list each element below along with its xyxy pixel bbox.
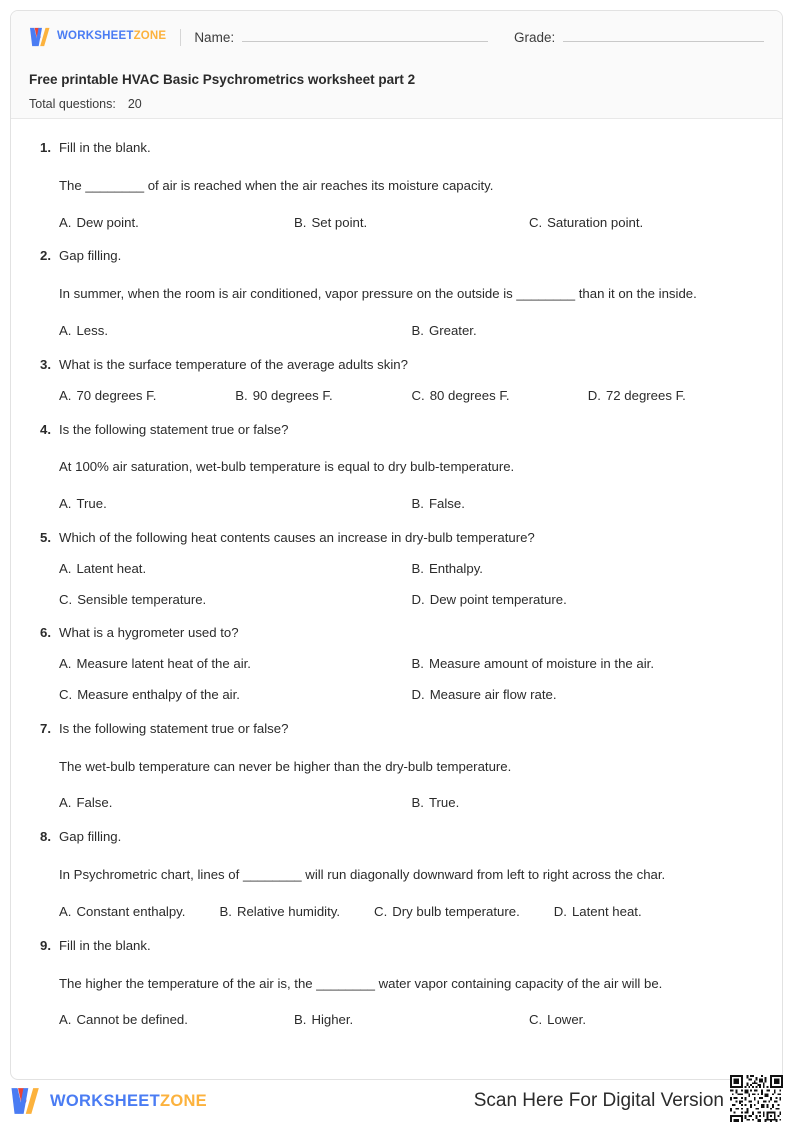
answer-option-letter: C. bbox=[59, 687, 73, 702]
answer-option[interactable] bbox=[412, 495, 765, 513]
answer-option-text: Measure amount of moisture in the air. bbox=[428, 656, 654, 672]
answer-option[interactable] bbox=[59, 794, 412, 812]
question-prompt: Gap filling. bbox=[59, 829, 122, 845]
answer-option[interactable] bbox=[59, 495, 412, 513]
question-item bbox=[29, 421, 764, 513]
answer-option-text: 70 degrees F. bbox=[76, 387, 157, 403]
question-prompt: Fill in the blank. bbox=[59, 937, 151, 953]
answer-option[interactable] bbox=[529, 1011, 764, 1029]
answer-option-letter: C. bbox=[374, 903, 388, 919]
answer-option-text: Dew point temperature. bbox=[429, 591, 567, 607]
footer-brand-name-primary: WORKSHEET bbox=[50, 1091, 160, 1110]
scan-label: Scan Here For Digital Version bbox=[473, 1090, 724, 1111]
worksheet-zone-logo-icon bbox=[29, 27, 51, 47]
answer-option-letter: B. bbox=[235, 387, 248, 403]
answer-option-text: Dew point. bbox=[76, 214, 139, 230]
answer-option-letter: B. bbox=[411, 656, 424, 672]
answer-option-text: 72 degrees F. bbox=[605, 387, 686, 403]
answer-option-letter: A. bbox=[59, 496, 72, 512]
answer-option-letter: A. bbox=[59, 387, 72, 403]
answer-option-text: Cannot be defined. bbox=[76, 1012, 188, 1028]
answer-option-letter: B. bbox=[293, 214, 307, 230]
question-number: 6. bbox=[40, 625, 51, 641]
answer-option[interactable] bbox=[412, 387, 588, 405]
answer-option-text: Saturation point. bbox=[547, 214, 644, 230]
option-row bbox=[59, 794, 764, 812]
option-row bbox=[59, 1011, 764, 1029]
question-item bbox=[29, 937, 764, 1029]
question-prompt: What is the surface temperature of the average adults skin? bbox=[59, 356, 408, 372]
brand-logo bbox=[29, 27, 166, 47]
worksheet-card bbox=[10, 10, 783, 1080]
worksheet-zone-logo-icon bbox=[10, 1087, 41, 1115]
answer-option[interactable] bbox=[412, 322, 765, 340]
question-statement: The wet-bulb temperature can never be higher than the dry-bulb temperature. bbox=[59, 758, 512, 774]
answer-option-text: Measure enthalpy of the air. bbox=[77, 687, 240, 702]
question-number: 7. bbox=[40, 720, 51, 736]
grade-label: Grade: bbox=[514, 30, 556, 45]
question-item bbox=[29, 139, 764, 231]
answer-option-letter: C. bbox=[528, 1012, 543, 1028]
answer-option-text: Measure latent heat of the air. bbox=[76, 656, 251, 672]
name-label: Name: bbox=[194, 30, 235, 45]
option-row bbox=[59, 214, 764, 232]
answer-option-letter: B. bbox=[411, 560, 424, 576]
answer-option-letter: A. bbox=[59, 656, 72, 672]
answer-option[interactable] bbox=[412, 686, 765, 704]
question-statement: In summer, when the room is air conditioned, vapor pressure on the outside is ________ than it on the inside. bbox=[59, 286, 697, 302]
option-row bbox=[59, 655, 764, 673]
question-prompt: Is the following statement true or false? bbox=[59, 720, 289, 736]
answer-option-text: Relative humidity. bbox=[236, 903, 341, 919]
answer-option-text: Measure air flow rate. bbox=[429, 687, 557, 702]
option-row bbox=[59, 686, 764, 704]
header-top-row bbox=[29, 23, 764, 51]
answer-option-text: 80 degrees F. bbox=[429, 387, 510, 403]
question-number: 9. bbox=[40, 937, 51, 953]
answer-option[interactable] bbox=[59, 903, 185, 921]
question-item bbox=[29, 720, 764, 812]
answer-option-letter: C. bbox=[59, 591, 73, 607]
option-row bbox=[59, 387, 764, 405]
answer-option[interactable] bbox=[412, 591, 765, 609]
name-input-line[interactable] bbox=[242, 29, 488, 42]
answer-option-text: Less. bbox=[76, 323, 108, 339]
answer-option-text: Dry bulb temperature. bbox=[392, 903, 520, 919]
question-statement: The ________ of air is reached when the air reaches its moisture capacity. bbox=[59, 177, 494, 193]
answer-option[interactable] bbox=[59, 591, 412, 609]
answer-option[interactable] bbox=[59, 214, 294, 232]
answer-option-letter: D. bbox=[553, 903, 567, 919]
option-row bbox=[59, 903, 764, 921]
question-item bbox=[29, 624, 764, 703]
question-head bbox=[29, 139, 764, 157]
answer-option-text: Higher. bbox=[311, 1012, 354, 1028]
answer-option[interactable] bbox=[412, 794, 765, 812]
answer-option[interactable] bbox=[219, 903, 340, 921]
answer-option[interactable] bbox=[554, 903, 642, 921]
answer-option-text: Latent heat. bbox=[571, 903, 642, 919]
answer-option[interactable] bbox=[412, 655, 765, 673]
question-item bbox=[29, 828, 764, 920]
question-head bbox=[29, 421, 764, 439]
question-head bbox=[29, 828, 764, 846]
answer-option-letter: D. bbox=[411, 687, 425, 702]
answer-option-text: Sensible temperature. bbox=[77, 591, 207, 607]
answer-option-letter: A. bbox=[59, 795, 72, 811]
question-head bbox=[29, 247, 764, 265]
scan-section bbox=[474, 1075, 783, 1122]
total-questions bbox=[29, 96, 764, 112]
question-item bbox=[29, 529, 764, 608]
answer-option-text: True. bbox=[428, 795, 460, 811]
answer-option-text: Greater. bbox=[428, 323, 477, 339]
answer-option-text: Enthalpy. bbox=[428, 560, 483, 576]
question-number: 2. bbox=[40, 248, 51, 264]
answer-option-letter: A. bbox=[59, 1012, 72, 1028]
answer-option[interactable] bbox=[59, 655, 412, 673]
answer-option-letter: B. bbox=[219, 903, 232, 919]
option-row bbox=[59, 495, 764, 513]
question-head bbox=[29, 624, 764, 642]
question-number: 3. bbox=[40, 356, 51, 372]
answer-option-letter: B. bbox=[411, 795, 424, 811]
question-statement: In Psychrometric chart, lines of ________ will run diagonally downward from left to right across the char. bbox=[59, 867, 666, 883]
question-head bbox=[29, 720, 764, 738]
question-item bbox=[29, 356, 764, 405]
answer-option-text: Latent heat. bbox=[76, 560, 147, 576]
answer-option[interactable] bbox=[235, 387, 411, 405]
answer-option[interactable] bbox=[588, 387, 764, 405]
question-number: 5. bbox=[40, 529, 51, 545]
footer-brand-logo-text bbox=[50, 1093, 207, 1110]
answer-option-text: Lower. bbox=[547, 1012, 586, 1028]
worksheet-header bbox=[11, 11, 782, 119]
answer-option-letter: D. bbox=[411, 591, 425, 607]
answer-option[interactable] bbox=[294, 1011, 529, 1029]
question-item bbox=[29, 247, 764, 339]
question-prompt: What is a hygrometer used to? bbox=[59, 625, 239, 641]
question-statement: The higher the temperature of the air is, the ________ water vapor containing capacity of the air will be. bbox=[59, 975, 663, 991]
question-number: 1. bbox=[40, 140, 51, 155]
answer-option-letter: B. bbox=[293, 1012, 307, 1028]
question-head bbox=[29, 529, 764, 547]
footer-brand-logo bbox=[10, 1087, 207, 1115]
name-field[interactable] bbox=[194, 29, 488, 45]
option-row bbox=[59, 560, 764, 578]
total-questions-label: Total questions: bbox=[29, 96, 116, 111]
grade-field[interactable] bbox=[514, 29, 764, 45]
answer-option-text: False. bbox=[76, 795, 113, 811]
question-number: 8. bbox=[40, 829, 51, 845]
answer-option[interactable] bbox=[59, 322, 412, 340]
answer-option[interactable] bbox=[412, 560, 765, 578]
answer-option-letter: B. bbox=[411, 496, 424, 512]
answer-option-text: Constant enthalpy. bbox=[76, 903, 186, 919]
question-head bbox=[29, 937, 764, 955]
option-row bbox=[59, 591, 764, 609]
answer-option[interactable] bbox=[294, 214, 529, 232]
answer-option-text: False. bbox=[428, 496, 465, 512]
question-prompt: Fill in the blank. bbox=[59, 140, 151, 155]
grade-input-line[interactable] bbox=[563, 29, 764, 42]
answer-option[interactable] bbox=[529, 214, 764, 232]
answer-option-letter: A. bbox=[59, 903, 72, 919]
answer-option[interactable] bbox=[59, 1011, 294, 1029]
question-number: 4. bbox=[40, 421, 51, 437]
worksheet-title: Free printable HVAC Basic Psychrometrics worksheet part 2 bbox=[29, 72, 416, 87]
answer-option[interactable] bbox=[374, 903, 520, 921]
answer-option-text: True. bbox=[76, 496, 107, 512]
brand-name-primary: WORKSHEET bbox=[57, 30, 134, 43]
answer-option-text: Set point. bbox=[311, 214, 368, 230]
brand-logo-text bbox=[57, 31, 166, 43]
question-head bbox=[29, 356, 764, 374]
question-prompt: Which of the following heat contents causes an increase in dry-bulb temperature? bbox=[59, 529, 535, 545]
answer-option-letter: B. bbox=[411, 323, 424, 339]
question-prompt: Is the following statement true or false? bbox=[59, 421, 289, 437]
questions-list bbox=[11, 119, 782, 1039]
brand-name-secondary: ZONE bbox=[133, 30, 167, 43]
answer-option-letter: C. bbox=[528, 214, 543, 230]
header-divider bbox=[180, 29, 181, 46]
question-prompt: Gap filling. bbox=[59, 248, 122, 264]
answer-option-letter: D. bbox=[587, 387, 601, 403]
footer-brand-name-secondary: ZONE bbox=[159, 1091, 207, 1110]
total-questions-value: 20 bbox=[127, 96, 142, 111]
answer-option[interactable] bbox=[59, 387, 235, 405]
question-statement: At 100% air saturation, wet-bulb temperature is equal to dry bulb-temperature. bbox=[59, 459, 515, 475]
option-row bbox=[59, 322, 764, 340]
answer-option-letter: A. bbox=[59, 560, 72, 576]
answer-option[interactable] bbox=[59, 560, 412, 578]
answer-option-letter: C. bbox=[411, 387, 425, 403]
qr-code-icon[interactable] bbox=[730, 1075, 783, 1122]
answer-option-letter: A. bbox=[59, 214, 72, 230]
answer-option[interactable] bbox=[59, 686, 412, 704]
answer-option-letter: A. bbox=[59, 323, 72, 339]
answer-option-text: 90 degrees F. bbox=[252, 387, 333, 403]
page-footer bbox=[0, 1080, 793, 1122]
